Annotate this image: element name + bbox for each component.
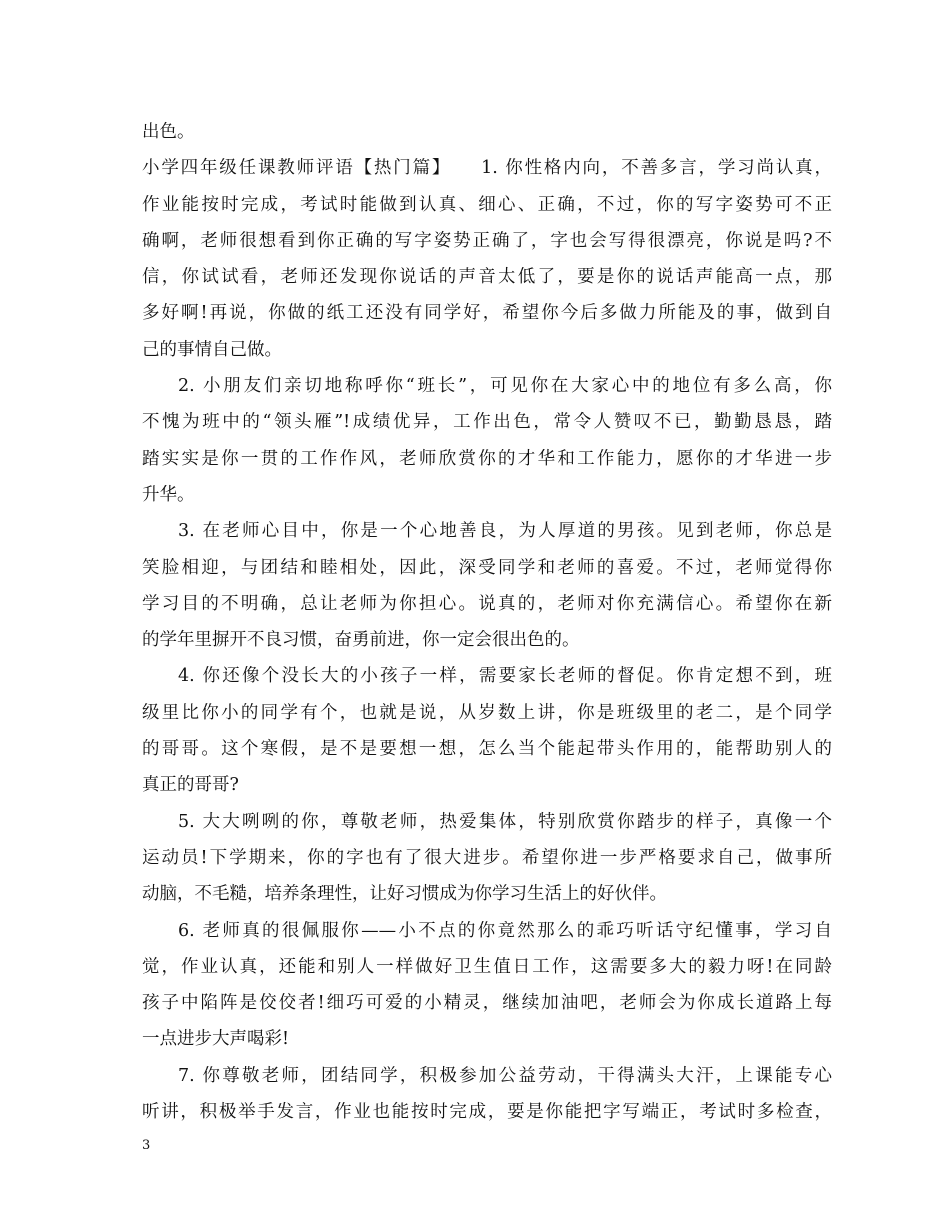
text-line: 听讲，积极举手发言，作业也能按时完成，要是你能把字写端正，考试时多检查， (142, 1102, 832, 1123)
text-line: 笑脸相迎，与团结和睦相处，因此，深受同学和老师的喜爱。不过，老师觉得你 (142, 557, 832, 578)
text-line: 的哥哥。这个寒假，是不是要想一想，怎么当个能起带头作用的，能帮助别人的 (142, 739, 832, 760)
text-line: 不愧为班中的“领头雁”!成绩优异，工作出色，常令人赞叹不已，勤勤恳恳，踏 (142, 412, 832, 433)
text-line: 一点进步大声喝彩! (142, 1029, 290, 1050)
text-line: 觉，作业认真，还能和别人一样做好卫生值日工作，这需要多大的毅力呀!在同龄 (142, 956, 832, 977)
text-line: 己的事情自己做。 (142, 339, 282, 360)
text-line: 孩子中陷阵是佼佼者!细巧可爱的小精灵，继续加油吧，老师会为你成长道路上每 (142, 993, 832, 1014)
text-line: 踏实实是你一贯的工作作风，老师欣赏你的才华和工作能力，愿你的才华进一步 (142, 448, 832, 469)
text-line: 5. 大大咧咧的你，尊敬老师，热爱集体，特别欣赏你踏步的样子，真像一个 (178, 811, 832, 832)
text-line: 小学四年级任课教师评语【热门篇】 1. 你性格内向，不善多言，学习尚认真， (142, 158, 832, 179)
text-line: 出色。 (142, 122, 195, 142)
text-line: 级里比你小的同学有个，也就是说，从岁数上讲，你是班级里的老二，是个同学 (142, 702, 832, 723)
text-line: 4. 你还像个没长大的小孩子一样，需要家长老师的督促。你肯定想不到，班 (178, 666, 832, 687)
text-line: 7. 你尊敬老师，团结同学，积极参加公益劳动，干得满头大汗，上课能专心 (178, 1065, 832, 1086)
page-number: 3 (142, 1138, 151, 1153)
text-line: 动脑，不毛糙，培养条理性，让好习惯成为你学习生活上的好伙伴。 (142, 884, 667, 905)
text-line: 的学年里摒开不良习惯，奋勇前进，你一定会很出色的。 (142, 630, 580, 651)
text-line: 升华。 (142, 484, 195, 505)
text-line: 3. 在老师心目中，你是一个心地善良，为人厚道的男孩。见到老师，你总是 (178, 521, 832, 542)
text-line: 学习目的不明确，总让老师为你担心。说真的，老师对你充满信心。希望你在新 (142, 593, 832, 614)
text-line: 真正的哥哥? (142, 775, 239, 796)
text-line: 运动员!下学期来，你的字也有了很大进步。希望你进一步严格要求自己，做事所 (142, 847, 832, 868)
text-line: 作业能按时完成，考试时能做到认真、细心、正确，不过，你的写字姿势可不正 (142, 194, 832, 215)
text-line: 2. 小朋友们亲切地称呼你“班长”，可见你在大家心中的地位有多么高，你 (178, 376, 832, 397)
document-body (142, 114, 832, 1130)
text-line: 信，你试试看，老师还发现你说话的声音太低了，要是你的说话声能高一点，那 (142, 267, 832, 288)
text-line: 6. 老师真的很佩服你——小不点的你竟然那么的乖巧听话守纪懂事，学习自 (178, 920, 832, 941)
text-line: 多好啊!再说，你做的纸工还没有同学好，希望你今后多做力所能及的事，做到自 (142, 303, 832, 324)
text-line: 确啊，老师很想看到你正确的写字姿势正确了，字也会写得很漂亮，你说是吗?不 (142, 230, 832, 251)
